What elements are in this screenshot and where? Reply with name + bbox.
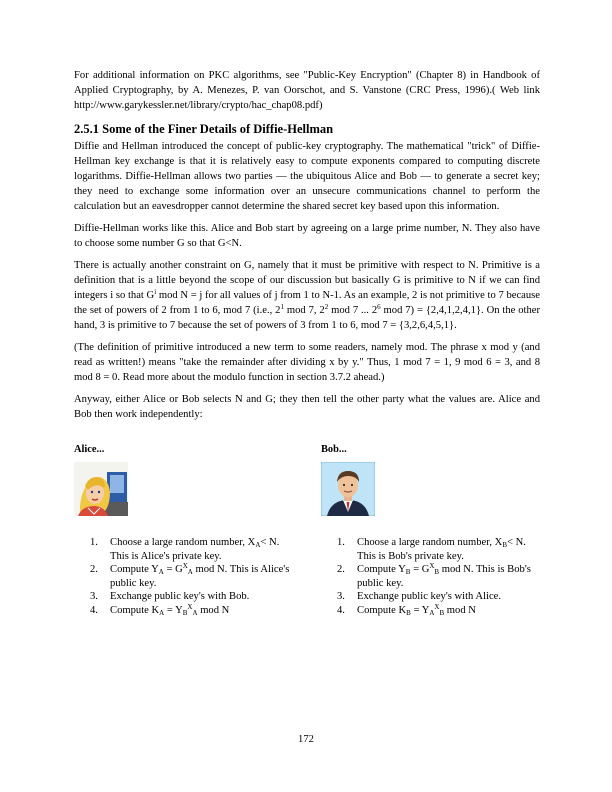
bob-step-3: 3. Exchange public key's with Alice.: [337, 591, 502, 603]
alice-bob-columns: [74, 442, 540, 662]
page-number: 172: [298, 734, 314, 745]
bob-step-4: 4. Compute $K_B = Y_A^X_B$ mod N: [337, 602, 476, 617]
paragraph-diffie-hellman-intro: Diffie and Hellman introduced the concept of public-key cryptography. The mathematical "trick" of Diffie-Hellman key exchange is that it is relatively easy to compute exponents compared to computing discrete logarithms. Diffie-Hellman allows two parties — the ubiquitous Alice and Bob — to generate a secret key; they need to exchange some information over an unsecure communications channel to perform the calculation but an eavesdropper cannot determine the shared secret key based upon this information.: [74, 141, 540, 212]
bob-step-2: 2. Compute $Y_B = G^X_B$ mod N. This is Bob's public key.: [337, 562, 531, 589]
bob-step-1: 1. Choose a large random number, $X_B< N$. This is Bob's private key.: [337, 537, 526, 562]
businessman-clipart-icon: [321, 462, 375, 516]
paragraph-how-it-works: Diffie-Hellman works like this. Alice and Bob start by agreeing on a large prime number, N. They also have to choose some number G so that G<N.: [74, 223, 540, 249]
bob-label: Bob...: [321, 444, 347, 455]
bob-steps-list: [321, 536, 545, 618]
alice-steps-list: [74, 536, 298, 618]
paragraph-mod-definition: (The definition of primitive introduced a new term to some readers, namely mod. The phrase x mod y (and read as written!) means "take the remainder after dividing x by y." Thus, 1 mod 7 = 1, 9 mod 6 = 3, and 8 mod 8 = 0. Read more about the modulo function in section 3.7.2 ahead.): [74, 342, 540, 383]
paragraph-select-n-g: Anyway, either Alice or Bob selects N and G; they then tell the other party what the values are. Alice and Bob then work independently:: [74, 394, 540, 420]
alice-step-2: 2. Compute $Y_A = G^X_A$ mod N. This is Alice's public key.: [90, 562, 290, 589]
paragraph-primitive-constraint: There is actually another constraint on G, namely that it must be primitive with respect to N. Primitive is a definition that is a little beyond the scope of our discussion but basically G is primitive to N if we can find integers i so that $G^i$ mod N = j for all values of j from 1 to N-1. As an example, 2 is not primitive to 7 because the set of powers of 2 from 1 to 6, mod 7 (i.e., $2^1$ mod 7, $2^2$ mod 7 ... $2^6$ mod 7) = {2,4,1,2,4,1}. On the other hand, 3 is primitive to 7 because the set of powers of 3 from 1 to 6, mod 7 = {3,2,6,4,5,1}.: [74, 260, 541, 331]
document-page: [74, 68, 540, 662]
alice-label: Alice...: [74, 444, 105, 455]
woman-at-computer-clipart-icon: [74, 462, 128, 516]
alice-column: [74, 442, 294, 617]
intro-paragraph: For additional information on PKC algorithms, see "Public-Key Encryption" (Chapter 8) in Handbook of Applied Cryptography, by A. Menezes, P. van Oorschot, and S. Vanstone (CRC Press, 1996).( Web link http://www.garykessler.net/library/crypto/hac_chap08.pdf): [74, 70, 540, 111]
bob-column: [321, 442, 541, 617]
alice-step-1: 1. Choose a large random number, $X_A< N$. This is Alice's private key.: [90, 537, 280, 562]
section-heading: 2.5.1 Some of the Finer Details of Diffie-Hellman: [74, 122, 334, 136]
alice-step-4: 4. Compute $K_A = Y_B^X_A$ mod N: [90, 602, 230, 617]
alice-step-3: 3. Exchange public key's with Bob.: [90, 591, 250, 603]
